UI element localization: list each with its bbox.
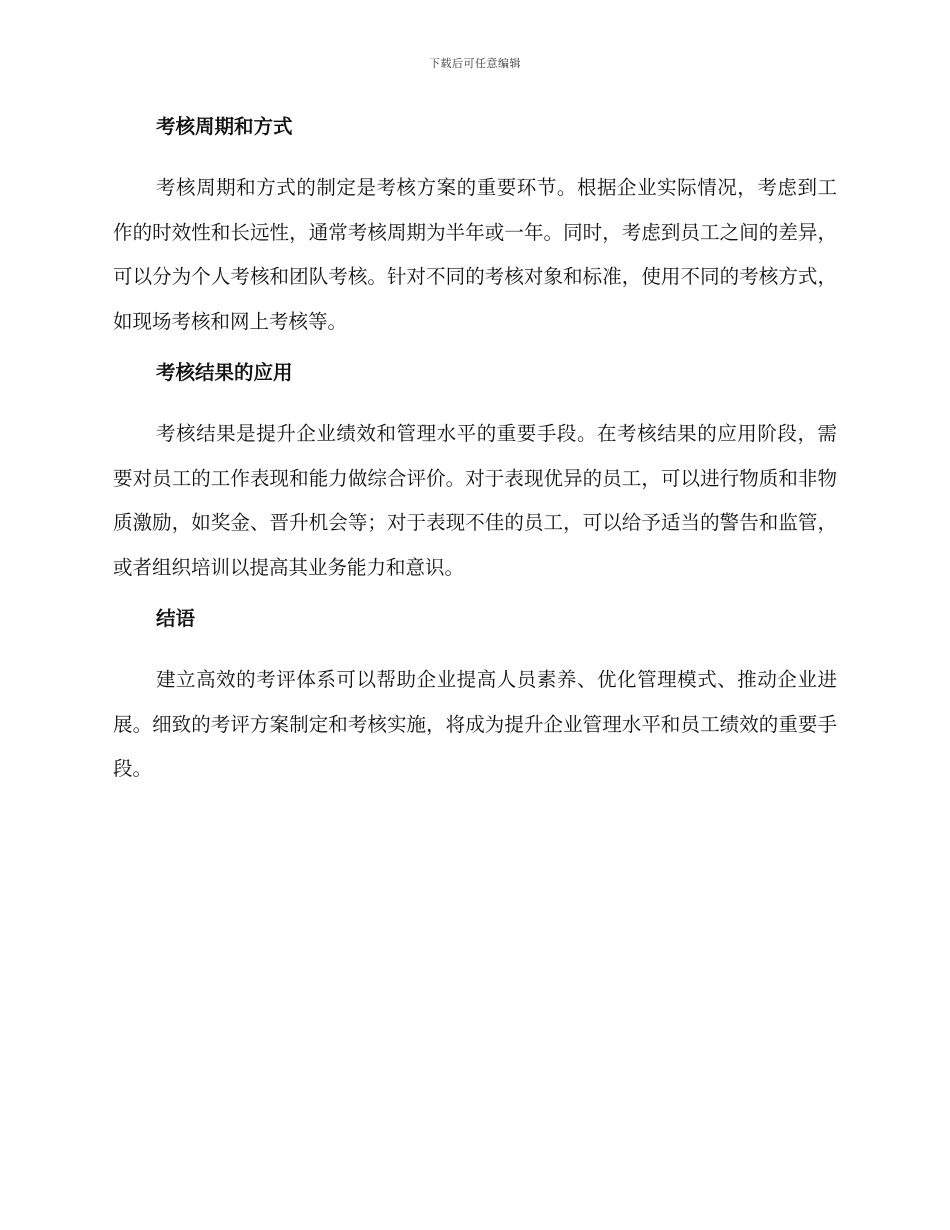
section-heading: 考核周期和方式 — [156, 115, 293, 138]
section-paragraph: 建立高效的考评体系可以帮助企业提高人员素养、优化管理模式、推动企业进展。细致的考评方案制定和考核实施，将成为提升企业管理水平和员工绩效的重要手段。 — [113, 668, 837, 780]
section-paragraph: 考核结果是提升企业绩效和管理水平的重要手段。在考核结果的应用阶段，需要对员工的工作表现和能力做综合评价。对于表现优异的员工，可以进行物质和非物质激励，如奖金、晋升机会等；对于表现不佳的员工，可以给予适当的警告和监管，或者组织培训以提高其业务能力和意识。 — [113, 422, 837, 579]
section-conclusion — [113, 604, 837, 792]
section-heading: 结语 — [156, 607, 196, 630]
page-header: 下载后可任意编辑 — [429, 57, 521, 70]
section-assessment-cycle — [113, 112, 837, 344]
section-heading: 考核结果的应用 — [156, 361, 293, 384]
section-paragraph: 考核周期和方式的制定是考核方案的重要环节。根据企业实际情况，考虑到工作的时效性和长远性，通常考核周期为半年或一年。同时，考虑到员工之间的差异，可以分为个人考核和团队考核。针对不同的考核对象和标准，使用不同的考核方式，如现场考核和网上考核等。 — [113, 176, 837, 333]
document-body — [113, 112, 837, 806]
section-result-application — [113, 358, 837, 590]
